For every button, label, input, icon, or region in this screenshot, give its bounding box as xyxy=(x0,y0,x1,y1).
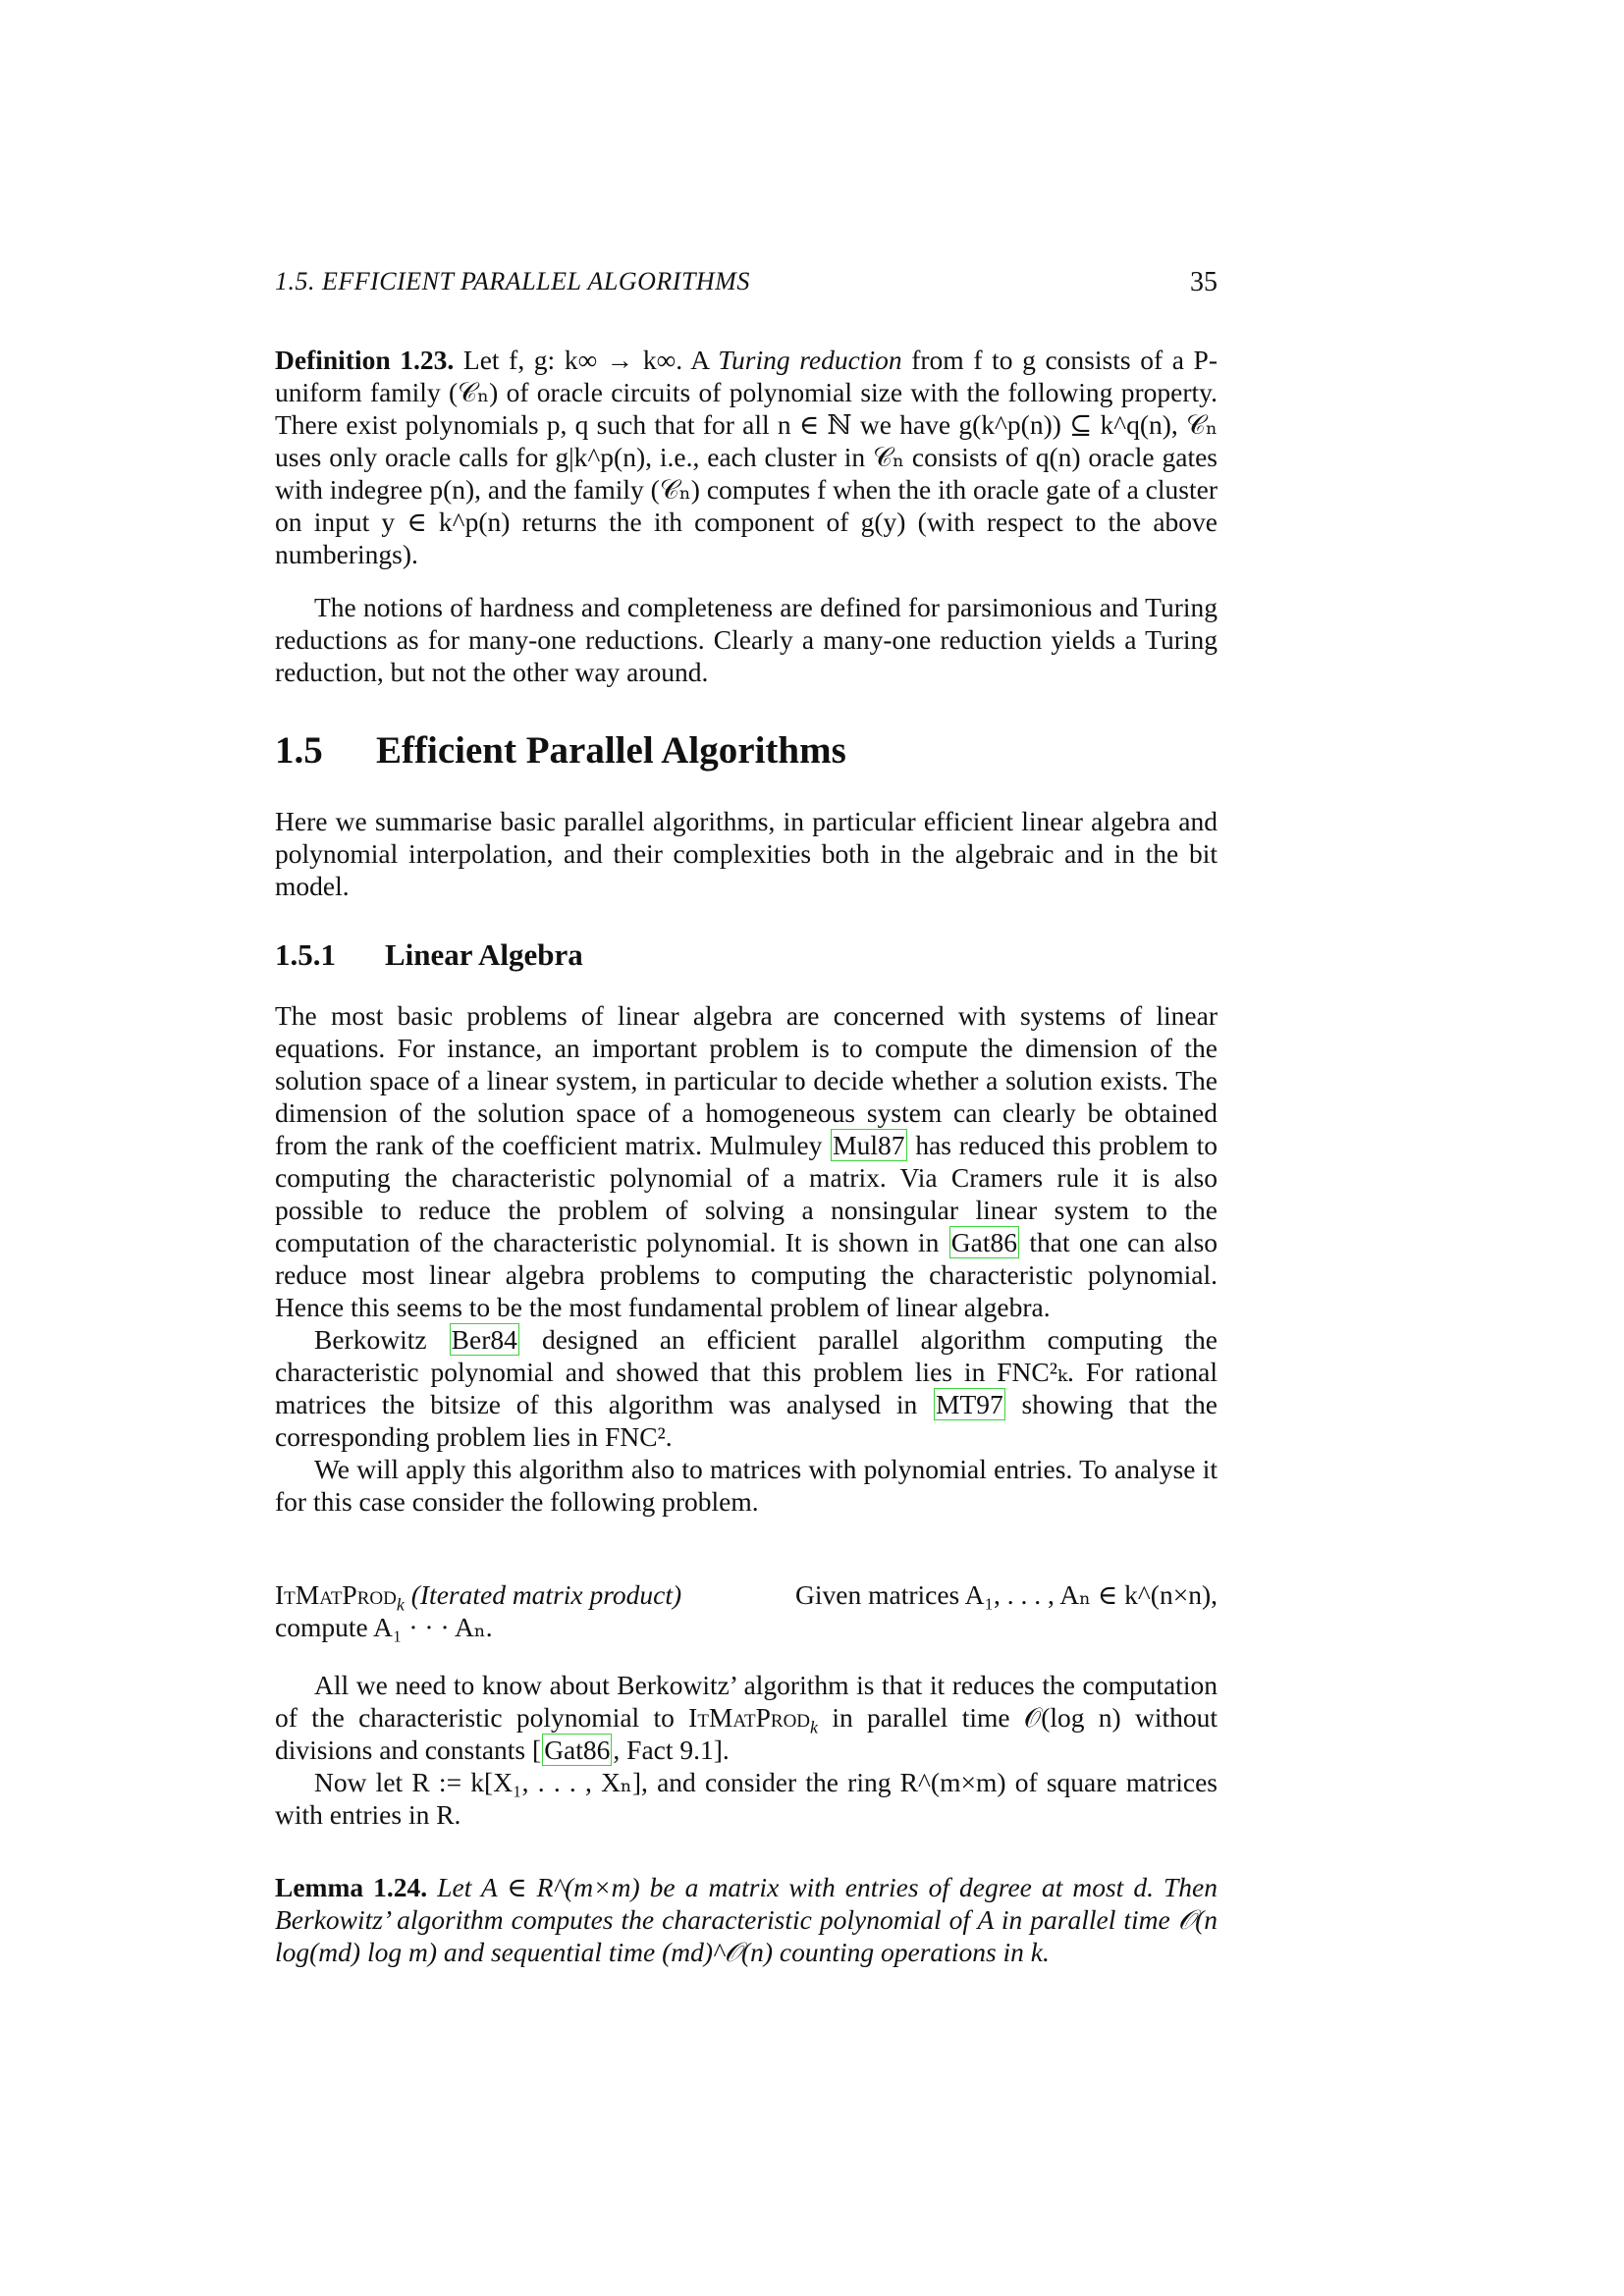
problem-given: Given matrices A₁, . . . , Aₙ ∈ k^(n×n), xyxy=(795,1579,1218,1610)
after-problem-block xyxy=(275,1669,1218,1831)
problem-gloss: (Iterated matrix product) xyxy=(410,1579,682,1610)
subsection-number: 1.5.1 xyxy=(275,937,336,972)
linalg-p1-text-c: that one can also reduce most linear algebra problems to computing the characteristic polynomial. Hence this seems to be the most fundamental problem of linear algebra. xyxy=(275,1227,1218,1322)
running-head: 1.5. EFFICIENT PARALLEL ALGORITHMS xyxy=(275,267,750,295)
problem-compute: compute A₁ · · · Aₙ. xyxy=(275,1612,493,1642)
after-problem-paragraph-2: Now let R := k[X₁, . . . , Xₙ], and consider the ring R^(m×m) of square matrices with entries in R. xyxy=(275,1767,1218,1830)
hardness-paragraph: The notions of hardness and completeness are defined for parsimonious and Turing reductions as for many-one reductions. Clearly a many-one reduction yields a Turing reduction, but not the other way around. xyxy=(275,592,1218,687)
page-number: 35 xyxy=(1190,267,1218,297)
cite-mul87[interactable]: Mul87 xyxy=(833,1130,905,1160)
section-intro: Here we summarise basic parallel algorithms, in particular efficient linear algebra and polynomial interpolation, and their complexities both in the algebraic and in the bit model. xyxy=(275,806,1218,901)
lemma-paragraph xyxy=(275,1871,1218,1968)
linalg-paragraph-2 xyxy=(275,1323,1218,1453)
section-title: Efficient Parallel Algorithms xyxy=(376,729,846,772)
lemma-label: Lemma 1.24. xyxy=(275,1872,428,1902)
after-problem-paragraph-1: All we need to know about Berkowitz’ algorithm is that it reduces the computation of the characteristic polynomial to ItMatProd$_k$ in parallel time 𝒪(log n) without divisions and constants [ Gat86 , Fact 9.1]. xyxy=(275,1670,1218,1765)
after-p1-text-a: All we need to know about Berkowitz’ algorithm is that it reduces the computation of the characteristic polynomial to xyxy=(275,1670,1218,1733)
cite-gat86-fact[interactable]: Gat86 xyxy=(544,1735,611,1765)
linalg-p2-text-a: Berkowitz xyxy=(314,1324,427,1355)
problem-ref-name: ItMatProd xyxy=(688,1702,811,1733)
subsection-title: Linear Algebra xyxy=(385,937,583,972)
linalg-p2-text-b: designed an efficient parallel algorithm computing the characteristic polynomial and showed that this problem lies in FNC²ₖ. For rational matrices the bitsize of this algorithm was analysed in xyxy=(275,1324,1218,1419)
section-heading xyxy=(275,728,846,773)
linalg-paragraph-3: We will apply this algorithm also to matrices with polynomial entries. To analyse it for this case consider the following problem. xyxy=(275,1454,1218,1517)
cite-ber84[interactable]: Ber84 xyxy=(451,1324,517,1355)
definition-lead: Let f, g: k∞ → k∞. A xyxy=(462,345,709,375)
problem-ref-subscript: k xyxy=(810,1717,819,1737)
linalg-paragraph-1 xyxy=(275,999,1218,1323)
definition-block xyxy=(275,344,1218,570)
cite-gat86[interactable]: Gat86 xyxy=(950,1227,1017,1257)
definition-text: from f to g consists of a P-uniform family (𝒞ₙ) of oracle circuits of polynomial size with the following property. There exist polynomials p, q such that for all n ∈ ℕ we have g(k^p(n)) ⊆ k^q(n), 𝒞ₙ uses only oracle calls for g|k^p(n), i.e., each cluster in 𝒞ₙ consists of q(n) oracle gates with indegree p(n), and the family (𝒞ₙ) computes f when the ith oracle gate of a cluster on input y ∈ k^p(n) returns the ith component of g(y) (with respect to the above numberings). xyxy=(275,345,1218,569)
definition-label: Definition 1.23. xyxy=(275,345,455,375)
linalg-block xyxy=(275,999,1218,1518)
hardness-block xyxy=(275,591,1218,688)
section-intro-block xyxy=(275,805,1218,902)
cite-mt97[interactable]: MT97 xyxy=(936,1389,1003,1419)
section-number: 1.5 xyxy=(275,729,323,772)
cite-suffix: , Fact 9.1]. xyxy=(613,1735,730,1765)
linalg-p1-text-a: The most basic problems of linear algebra are concerned with systems of linear equations. For instance, an important problem is to compute the dimension of the solution space of a linear system, in particular to decide whether a solution exists. The dimension of the solution space of a homogeneous system can clearly be obtained from the rank of the coefficient matrix. Mulmuley xyxy=(275,1000,1218,1160)
subsection-heading xyxy=(275,937,583,973)
after-p1-text-b: in parallel time 𝒪(log n) without divisions and constants xyxy=(275,1702,1218,1765)
lemma-block xyxy=(275,1871,1218,1968)
problem-definition xyxy=(275,1578,1218,1643)
lemma-text: Let A ∈ R^(m×m) be a matrix with entries of degree at most d. Then Berkowitz’ algorithm computes the characteristic polynomial of A in parallel time 𝒪(n log(md) log m) and sequential time (md)^𝒪(n) counting operations in k. xyxy=(275,1872,1218,1967)
problem-subscript: k xyxy=(396,1594,405,1615)
problem-name: ItMatProd xyxy=(275,1579,397,1610)
linalg-p1-text-b: has reduced this problem to computing the characteristic polynomial of a matrix. Via Cramers rule it is also possible to reduce the problem of solving a nonsingular linear system to the computation of the characteristic polynomial. It is shown in xyxy=(275,1130,1218,1257)
linalg-p2-text-c: showing that the corresponding problem lies in FNC². xyxy=(275,1389,1218,1452)
definition-term: Turing reduction xyxy=(718,345,902,375)
definition-paragraph xyxy=(275,344,1218,570)
